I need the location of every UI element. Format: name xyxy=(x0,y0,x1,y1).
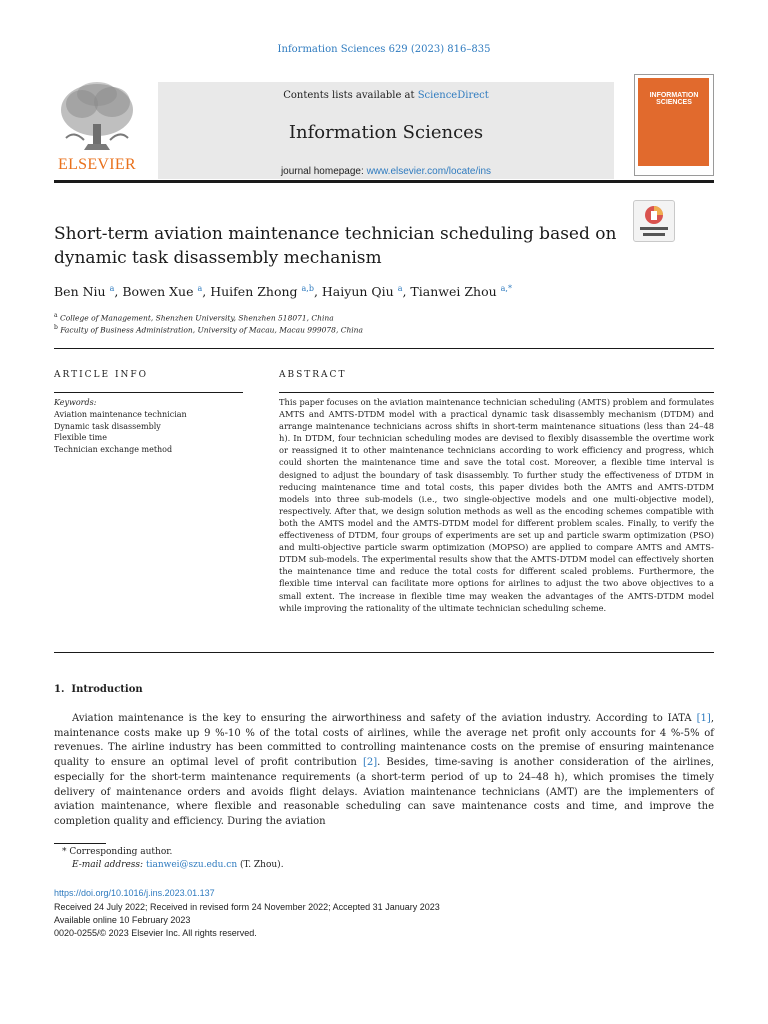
keyword: Technician exchange method xyxy=(54,445,173,455)
email-footnote xyxy=(72,860,284,870)
author-link[interactable]: Ben Niu xyxy=(54,284,106,300)
author-list: Ben Niu $^a$, Bowen Xue $^a$, Huifen Zhong $^{a,b}$, Haiyun Qiu $^a$, Tianwei Zhou $^{a,*}$ xyxy=(54,284,512,300)
paragraph-text: , maintenance costs make up 9 %-10 % of the total costs of airlines, while the average net profit only accounts for 4 %-5% of revenues. The airline industry has been committed to controlling maintenance costs on the premise of ensuring maintenance quality to ensure an optimal level of profit contribution xyxy=(54,713,714,769)
abstract-heading: ABSTRACT xyxy=(279,370,347,380)
affiliation-text: Faculty of Business Administration, University of Macau, Macau 999078, China xyxy=(60,325,363,335)
journal-citation-link[interactable]: Information Sciences 629 (2023) 816–835 xyxy=(277,44,491,55)
author-link[interactable]: Tianwei Zhou xyxy=(410,284,497,300)
author-affiliation-sup[interactable]: a xyxy=(397,284,403,293)
author-affiliation-sup[interactable]: a,* xyxy=(500,284,512,293)
abstract-divider xyxy=(279,392,714,393)
online-date: Available online 10 February 2023 xyxy=(54,915,191,925)
article-title-line-2: dynamic task disassembly mechanism xyxy=(54,248,382,268)
homepage-line xyxy=(158,166,614,177)
check-for-updates-badge[interactable] xyxy=(633,200,675,242)
section-title: Introduction xyxy=(71,684,143,695)
cover-title-line-2: SCIENCES xyxy=(656,99,692,106)
keyword: Aviation maintenance technician xyxy=(54,409,187,419)
affiliation-sup: a xyxy=(54,312,58,319)
doi-link[interactable]: https://doi.org/10.1016/j.ins.2023.01.137 xyxy=(54,888,215,898)
introduction-paragraph xyxy=(54,712,714,830)
masthead xyxy=(54,74,714,179)
article-title xyxy=(54,222,624,270)
abstract-bottom-divider xyxy=(54,652,714,653)
footnote-divider xyxy=(54,843,106,844)
author-affiliation-sup[interactable]: a xyxy=(197,284,203,293)
email-label: E-mail address: xyxy=(72,860,144,870)
affiliation-sup: b xyxy=(54,324,58,331)
journal-cover-thumbnail[interactable] xyxy=(634,74,714,176)
article-title-line-1: Short-term aviation maintenance technician scheduling based on xyxy=(54,224,617,244)
header-divider xyxy=(54,348,714,349)
publisher-wordmark: ELSEVIER xyxy=(58,156,136,173)
sciencedirect-link[interactable]: ScienceDirect xyxy=(417,90,489,101)
journal-banner xyxy=(158,82,614,179)
section-number: 1. xyxy=(54,684,65,695)
journal-title: Information Sciences xyxy=(288,122,484,143)
affiliation-text: College of Management, Shenzhen University, Shenzhen 518071, China xyxy=(59,313,334,323)
article-info-divider xyxy=(54,392,243,393)
crossmark-icon xyxy=(634,201,674,241)
keyword: Dynamic task disassembly xyxy=(54,421,161,431)
cover-image xyxy=(638,78,709,166)
contents-prefix: Contents lists available at xyxy=(283,90,418,101)
section-heading xyxy=(54,684,143,695)
author-link[interactable]: Haiyun Qiu xyxy=(321,284,394,300)
author-affiliation-sup[interactable]: a xyxy=(109,284,115,293)
author-affiliation-sup[interactable]: a,b xyxy=(301,284,314,293)
keywords-block xyxy=(54,397,244,456)
affiliation xyxy=(54,324,363,335)
contents-line xyxy=(158,90,614,101)
email-link[interactable]: tianwei@szu.edu.cn xyxy=(145,860,238,870)
copyright-notice: 0020-0255/© 2023 Elsevier Inc. All rights reserved. xyxy=(54,928,257,938)
paragraph-text: Aviation maintenance is the key to ensuring the airworthiness and safety of the aviation industry. According to IATA xyxy=(72,713,697,724)
cover-title-line-1: INFORMATION xyxy=(649,92,699,99)
homepage-prefix: journal homepage: xyxy=(280,166,367,177)
author-link[interactable]: Huifen Zhong xyxy=(210,284,298,300)
email-suffix: (T. Zhou). xyxy=(237,860,284,870)
article-info-heading: ARTICLE INFO xyxy=(54,370,149,380)
corresponding-author-note: * Corresponding author. xyxy=(62,847,173,857)
article-history: Received 24 July 2022; Received in revised form 24 November 2022; Accepted 31 January 2023 xyxy=(54,902,440,912)
cover-title xyxy=(642,92,706,106)
journal-homepage-link[interactable]: www.elsevier.com/locate/ins xyxy=(366,166,492,177)
keywords-label: Keywords: xyxy=(54,398,97,407)
affiliation xyxy=(54,312,334,323)
keyword: Flexible time xyxy=(54,433,107,443)
paragraph-text: . Besides, time-saving is another consideration of the airlines, especially for the short-term maintenance requirements (a short-term period of up to 24–48 h), which promises the timely delivery of maintenance orders and avoids flight delays. Aviation maintenance technicians (AMT) are the implementers of aviation maintenance, where flexible and reasonable scheduling can save maintenance costs and time, and improve the completion quality and efficiency. During the aviation xyxy=(54,757,715,827)
author-link[interactable]: Bowen Xue xyxy=(122,284,194,300)
reference-link[interactable]: [2] xyxy=(362,757,378,769)
masthead-divider xyxy=(54,180,714,183)
abstract-text: This paper focuses on the aviation maintenance technician scheduling (AMTS) problem and formulates AMTS and AMTS-DTDM model with a practical dynamic task disassembly mechanism (DTDM) and arrange maintenance technicians across shifts in short-term maintenance situations (less than 24–48 h). In DTDM, four technician scheduling modes are devised to flexibly disassemble the overtime work or reassigned it to other maintenance technicians according to work efficiency and progress, which could shorten the maintenance time and save the total cost. Moreover, a flexible time interval is designed to adjust the boundary of task disassembly. To further study the effectiveness of DTDM in reducing maintenance time and total costs, this paper divides both the AMTS and AMTS-DTDM models into three sub-models (i.e., two single-objective models and one multi-objective model), respectively. After that, we design solution methods as well as the encoding schemes compatible with both the AMTS model and the AMTS-DTDM model for different problem scales. Finally, to verify the effectiveness of DTDM, four groups of experiments are set up and particle swarm optimization (PSO) and multi-objective particle swarm optimization (MOPSO) are applied to compare AMTS and AMTS-DTDM sub-models. The experimental results show that the AMTS-DTDM model can effectively shorten the maintenance time and reduce the total costs for different scaled problems. Furthermore, the flexible time interval can facilitate more options for airlines to adjust the two above objectives to a small extent. The increase in flexible time may weaken the advantages of the AMTS-DTDM model while improving the rationality of the ultimate technician scheduling scheme. xyxy=(279,397,714,613)
reference-link[interactable]: [1] xyxy=(696,713,711,724)
